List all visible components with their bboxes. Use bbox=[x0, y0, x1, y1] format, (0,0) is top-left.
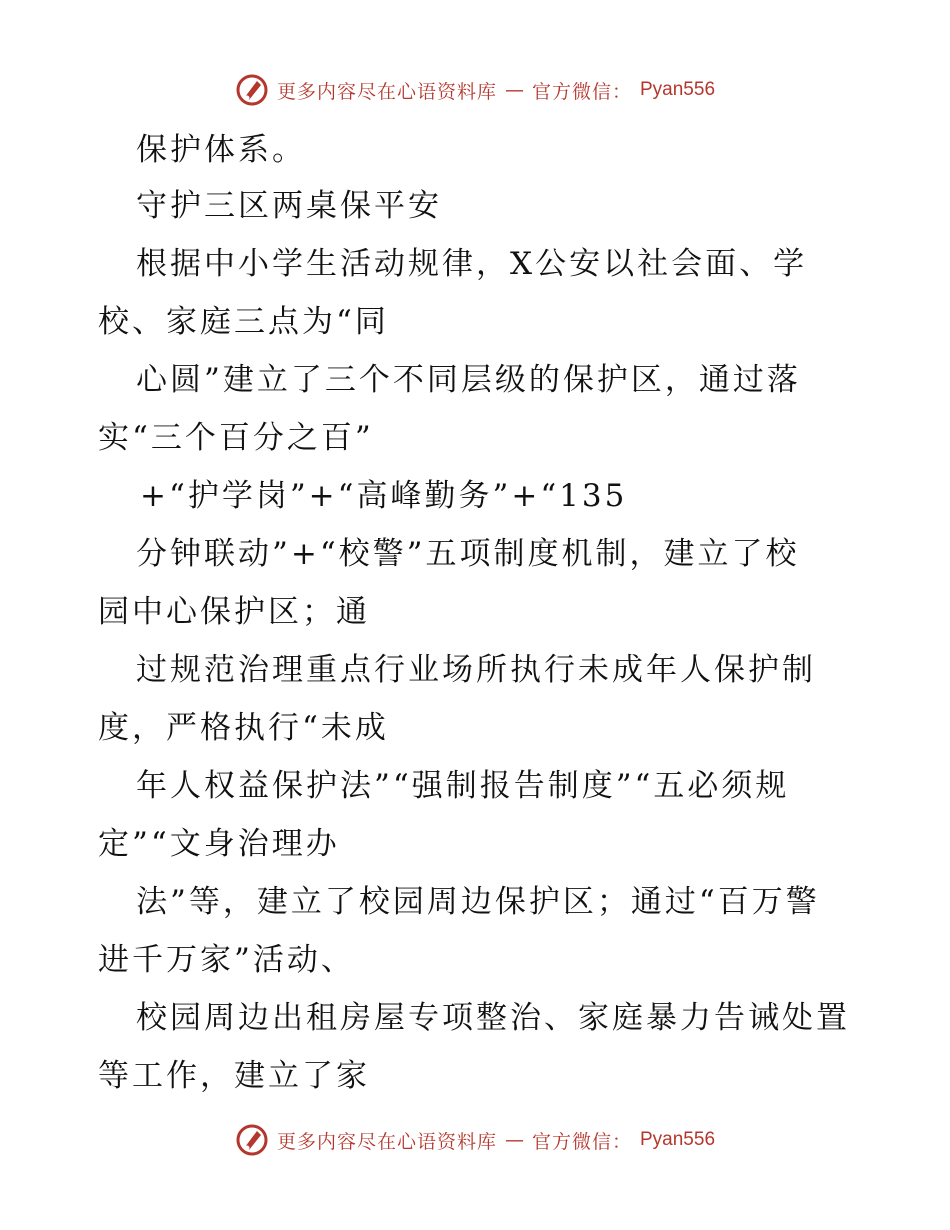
text-line: 园中心保护区；通 bbox=[98, 594, 370, 630]
text-line: 法”等，建立了校园周边保护区；通过“百万警 bbox=[136, 884, 820, 920]
text-line: 根据中小学生活动规律，X公安以社会面、学 bbox=[136, 246, 808, 282]
text-line: 过规范治理重点行业场所执行未成年人保护制 bbox=[136, 652, 816, 688]
text-line: 保护体系。 bbox=[136, 132, 306, 168]
header-brand-text: 更多内容尽在心语资料库 bbox=[276, 80, 497, 103]
pen-nib-logo-icon bbox=[235, 73, 269, 107]
footer-brand-text: 更多内容尽在心语资料库 bbox=[276, 1130, 497, 1153]
header-official-label: 官方微信： bbox=[531, 80, 632, 103]
text-line: 实“三个百分之百” bbox=[98, 420, 374, 456]
text-line: 分钟联动”+“校警”五项制度机制，建立了校 bbox=[136, 536, 800, 572]
text-line: 度，严格执行“未成 bbox=[98, 710, 389, 746]
text-line: 等工作，建立了家 bbox=[98, 1058, 370, 1094]
text-line: 校、家庭三点为“同 bbox=[98, 304, 389, 340]
footer-official-label: 官方微信： bbox=[531, 1130, 632, 1153]
footer-watermark bbox=[0, 1120, 950, 1160]
text-line: 进千万家”活动、 bbox=[98, 942, 355, 978]
text-line: +“护学岗”+“高峰勤务”+“135 bbox=[140, 478, 628, 514]
footer-separator: — bbox=[504, 1129, 524, 1151]
footer-handle: Pyan556 bbox=[640, 1129, 716, 1150]
text-line: 定”“文身治理办 bbox=[98, 826, 340, 862]
pen-nib-logo-icon bbox=[235, 1123, 269, 1157]
text-line: 校园周边出租房屋专项整治、家庭暴力告诫处置 bbox=[136, 1000, 850, 1036]
header-handle: Pyan556 bbox=[640, 79, 716, 100]
text-line: 守护三区两桌保平安 bbox=[136, 188, 442, 224]
header-watermark bbox=[0, 70, 950, 110]
header-separator: — bbox=[504, 79, 524, 101]
text-line: 年人权益保护法”“强制报告制度”“五必须规 bbox=[136, 768, 790, 804]
text-line: 心圆”建立了三个不同层级的保护区，通过落 bbox=[136, 362, 801, 398]
